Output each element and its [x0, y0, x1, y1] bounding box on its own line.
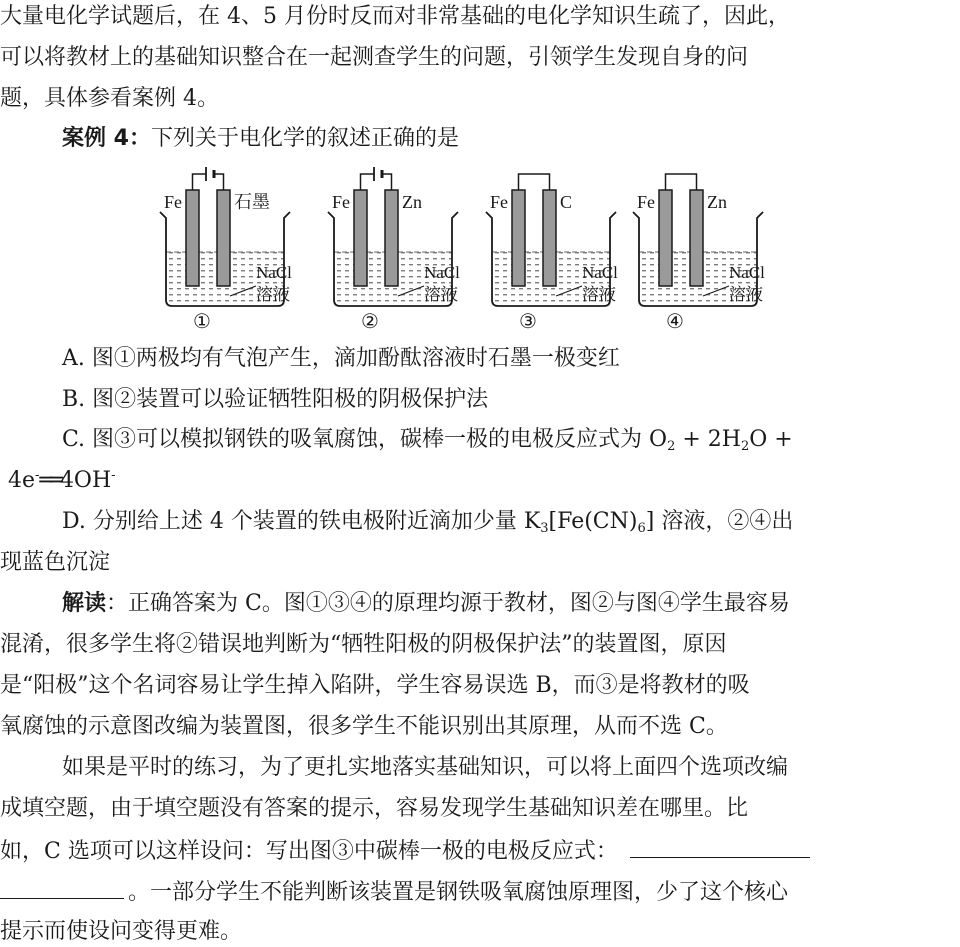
case-number: 4：: [106, 126, 151, 151]
paragraph-line-2: 成填空题，由于填空题没有答案的提示，容易发现学生基础知识差在哪里。比: [0, 796, 749, 821]
option-c-equation: 4e-══4OH-: [8, 468, 116, 493]
solution-label-2: 溶液: [256, 285, 290, 304]
cell-2: [328, 167, 460, 333]
solution-label-1: NaCl: [256, 263, 292, 282]
electrode-right: [385, 190, 398, 286]
fill-blank-2[interactable]: [0, 876, 124, 899]
option-d-line-2: 现蓝色沉淀: [0, 550, 111, 575]
solution-label-1: NaCl: [582, 263, 618, 282]
wire: [361, 174, 375, 190]
electrode-right: [217, 190, 230, 286]
electrode-left-label: Fe: [164, 192, 182, 212]
paragraph-line-4: 。一部分学生不能判断该装置是钢铁吸氧腐蚀原理图，少了这个核心: [0, 876, 960, 908]
electrode-left: [659, 190, 672, 286]
electrode-right-label: 石墨: [234, 192, 270, 212]
solution-label-1: NaCl: [424, 263, 460, 282]
case-label: 案例: [62, 126, 107, 151]
analysis-line-3: 是“阳极”这个名词容易让学生掉入陷阱，学生容易误选 B，而③是将教材的吸: [0, 673, 750, 698]
electrode-right-label: Zn: [402, 192, 422, 212]
electrode-left: [354, 190, 367, 286]
electrode-right: [690, 190, 703, 286]
solution-label-1: NaCl: [729, 263, 765, 282]
analysis-line-4: 氧腐蚀的示意图改编为装置图，很多学生不能识别出其原理，从而不选 C。: [0, 714, 728, 739]
solution-label-2: 溶液: [582, 285, 616, 304]
analysis-label: 解读: [62, 591, 107, 616]
solution-label-2: 溶液: [729, 285, 763, 304]
electrode-left: [186, 190, 199, 286]
option-c: C. 图③可以模拟钢铁的吸氧腐蚀，碳棒一极的电极反应式为 $O_2 + 2H_2O$ +: [62, 427, 793, 454]
electrode-right-label: C: [560, 192, 573, 212]
case-heading: [62, 124, 960, 154]
intro-line-3: 题，具体参看案例 4。: [0, 86, 219, 111]
electrode-left-label: Fe: [490, 192, 508, 212]
electrode-right-label: Zn: [707, 192, 727, 212]
cell-number: ①: [193, 311, 211, 333]
wire: [519, 174, 550, 190]
cell-4: [633, 174, 765, 333]
electrochemistry-figure: [0, 160, 960, 340]
paragraph-line-1: 如果是平时的练习，为了更扎实地落实基础知识，可以将上面四个选项改编: [62, 755, 789, 780]
option-b: B. 图②装置可以验证牺牲阳极的阴极保护法: [62, 387, 489, 412]
intro-line-2: 可以将教材上的基础知识整合在一起测查学生的问题，引领学生发现自身的问: [0, 45, 749, 70]
cell-number: ③: [519, 311, 537, 333]
paragraph-line-5: 提示而使设问变得更难。: [0, 919, 243, 944]
cell-number: ④: [666, 311, 684, 333]
analysis-line-1: 解读：正确答案为 C。图①③④的原理均源于教材，图②与图④学生最容易: [62, 591, 790, 616]
equals-sign: ══: [39, 468, 60, 493]
electrode-left-label: Fe: [637, 192, 655, 212]
analysis-line-2: 混淆，很多学生将②错误地判断为“牺牲阳极的阴极保护法”的装置图，原因: [0, 632, 727, 657]
cell-3: [486, 174, 618, 333]
fill-blank-1[interactable]: [630, 835, 810, 858]
cell-1: [160, 167, 292, 333]
option-d: D. 分别给上述 4 个装置的铁电极附近滴加少量 $K_3[Fe(CN)_6]$ 溶液，②④出: [62, 509, 794, 536]
electrode-left-label: Fe: [332, 192, 350, 212]
electrode-right: [543, 190, 556, 286]
case-question: 下列关于电化学的叙述正确的是: [150, 126, 459, 151]
intro-line-1: 大量电化学试题后，在 4、5 月份时反而对非常基础的电化学知识生疏了，因此，: [0, 4, 790, 29]
electrode-left: [512, 190, 525, 286]
wire: [193, 174, 207, 190]
cell-number: ②: [361, 311, 379, 333]
solution-label-2: 溶液: [424, 285, 458, 304]
option-a: A. 图①两极均有气泡产生，滴加酚酞溶液时石墨一极变红: [62, 346, 620, 371]
wire: [666, 174, 697, 190]
paragraph-line-3: 如，C 选项可以这样设问：写出图③中碳棒一极的电极反应式：: [0, 835, 960, 867]
